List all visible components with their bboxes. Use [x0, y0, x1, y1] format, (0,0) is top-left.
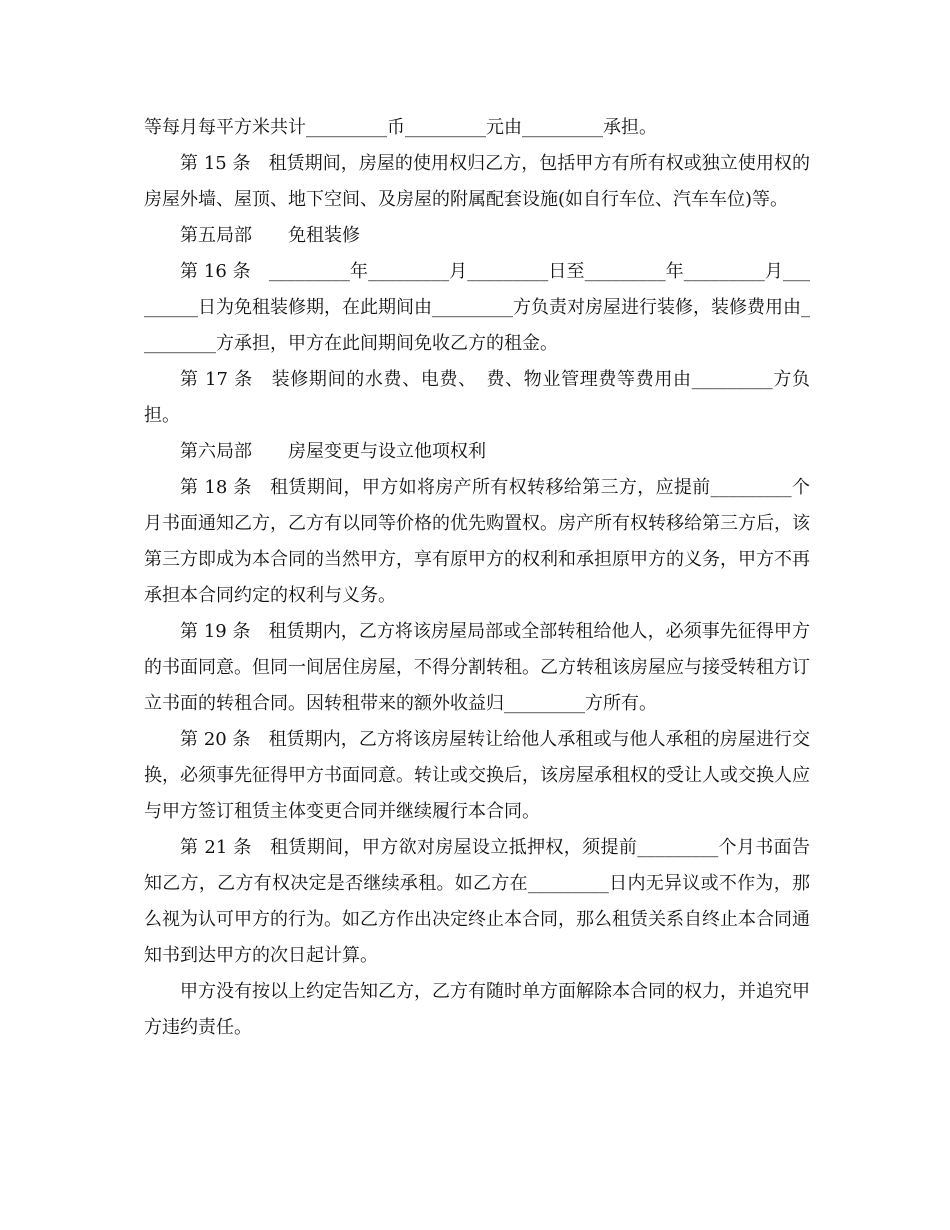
- paragraph-notification-breach: 甲方没有按以上约定告知乙方，乙方有随时单方面解除本合同的权力，并追究甲方违约责任。: [144, 981, 810, 1038]
- paragraph-article-20: 第 20 条 租赁期内，乙方将该房屋转让给他人承租或与他人承租的房屋进行交换，必须事先征得甲方书面同意。转让或交换后，该房屋承租权的受让人或交换人应与甲方签订租赁主体变更合同并继续履行本合同。: [144, 729, 810, 822]
- paragraph-article-19: 第 19 条 租赁期内，乙方将该房屋局部或全部转租给他人，必须事先征得甲方的书面同意。但同一间居住房屋，不得分割转租。乙方转租该房屋应与接受转租方订立书面的转租合同。因转租带来的额外收益归_________方所有。: [144, 621, 810, 714]
- paragraph-article-18: 第 18 条 租赁期间，甲方如将房产所有权转移给第三方，应提前_________个月书面通知乙方，乙方有以同等价格的优先购置权。房产所有权转移给第三方后，该第三方即成为本合同的当然甲方，享有原甲方的权利和承担原甲方的义务，甲方不再承担本合同约定的权利与义务。: [144, 477, 810, 606]
- paragraph-article-21: 第 21 条 租赁期间，甲方欲对房屋设立抵押权，须提前_________个月书面告知乙方，乙方有权决定是否继续承租。如乙方在_________日内无异议或不作为，那么视为认可甲方的行为。如乙方作出决定终止本合同，那么租赁关系自终止本合同通知书到达甲方的次日起计算。: [144, 837, 810, 966]
- section-heading-part-5: 第五局部 免租装修: [180, 225, 360, 246]
- paragraph-article-17: 第 17 条 装修期间的水费、电费、 费、物业管理费等费用由_________方负担。: [144, 369, 810, 426]
- document-body: [144, 110, 810, 1046]
- paragraph-article-16: 第 16 条 _________年_________月_________日至_________年_________月_________日为免租装修期，在此期间由_________方负责对房屋进行装修，装修费用由_________方承担，甲方在此间期间免收乙方的租金。: [144, 261, 810, 354]
- paragraph-rent-fee-continuation: 等每月每平方米共计_________币_________元由_________承担。: [144, 117, 657, 138]
- paragraph-article-15: 第 15 条 租赁期间，房屋的使用权归乙方，包括甲方有所有权或独立使用权的房屋外墙、屋顶、地下空间、及房屋的附属配套设施(如自行车位、汽车车位)等。: [144, 153, 810, 210]
- section-heading-part-6: 第六局部 房屋变更与设立他项权利: [180, 441, 486, 462]
